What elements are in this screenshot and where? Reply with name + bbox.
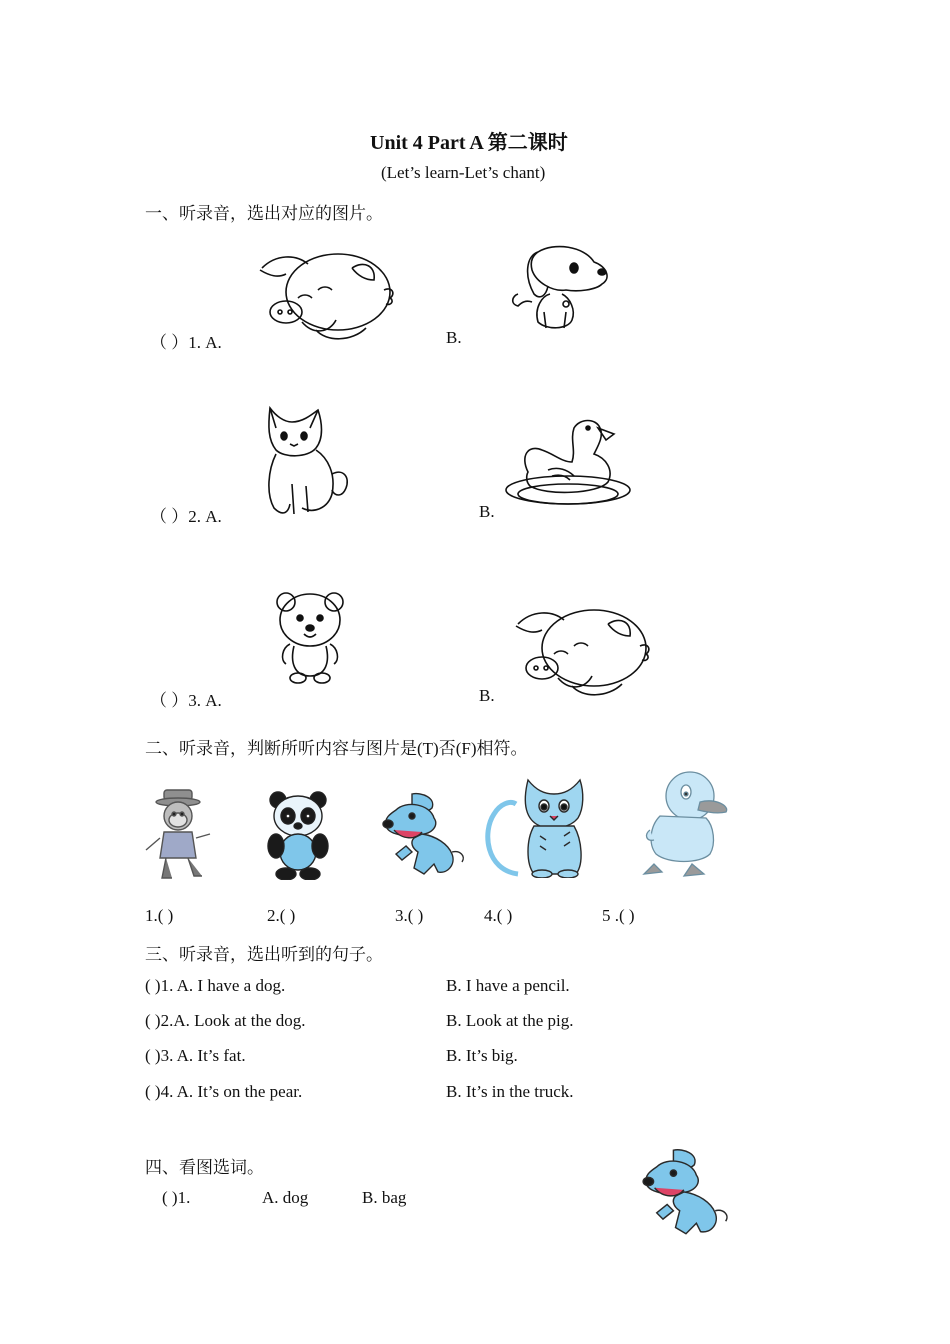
s3-item4-b: B. It’s in the truck. xyxy=(446,1082,574,1101)
section3-heading: 三、听录音，选出听到的句子。 xyxy=(145,945,383,964)
s2-blank-1[interactable]: 1.( ) xyxy=(145,906,174,925)
panda-icon xyxy=(266,790,330,880)
pig-icon xyxy=(512,602,654,700)
s1-item2-b-label: B. xyxy=(479,502,495,521)
s3-item1-a: ( )1. A. I have a dog. xyxy=(145,976,286,995)
s2-blank-2[interactable]: 2.( ) xyxy=(267,906,296,925)
section4-heading: 四、看图选词。 xyxy=(145,1158,264,1177)
s3-item2-b: B. Look at the pig. xyxy=(446,1011,574,1030)
s4-item1-option-b: B. bag xyxy=(362,1188,407,1207)
s3-item3-a: ( )3. A. It’s fat. xyxy=(145,1046,246,1065)
duck-icon xyxy=(502,414,636,512)
monkey-icon xyxy=(142,788,214,880)
s3-item3-b: B. It’s big. xyxy=(446,1046,518,1065)
dog-icon xyxy=(508,242,610,334)
s2-blank-3[interactable]: 3.( ) xyxy=(395,906,424,925)
s1-item1-b-label: B. xyxy=(446,328,462,347)
s1-item3-b-label: B. xyxy=(479,686,495,705)
dog-icon xyxy=(382,790,468,880)
cat-icon xyxy=(482,774,602,878)
page-title: Unit 4 Part A 第二课时 xyxy=(370,132,568,154)
cat-icon xyxy=(262,404,350,518)
section2-heading: 二、听录音，判断所听内容与图片是(T)否(F)相符。 xyxy=(145,739,528,758)
s1-item2-label: （ ）2. A. xyxy=(150,507,222,526)
pig-icon xyxy=(256,246,398,344)
page-subtitle: (Let’s learn-Let’s chant) xyxy=(381,163,546,182)
s2-blank-4[interactable]: 4.( ) xyxy=(484,906,513,925)
section1-heading: 一、听录音，选出对应的图片。 xyxy=(145,204,383,223)
s4-item1-option-a: A. dog xyxy=(262,1188,309,1207)
s2-blank-5[interactable]: 5 .( ) xyxy=(602,906,635,925)
dog-icon xyxy=(642,1146,732,1240)
s1-item1-label: （ ）1. A. xyxy=(150,333,222,352)
s3-item2-a: ( )2.A. Look at the dog. xyxy=(145,1011,306,1030)
s3-item1-b: B. I have a pencil. xyxy=(446,976,570,995)
s1-item3-label: （ ）3. A. xyxy=(150,691,222,710)
bear-icon xyxy=(272,588,350,684)
s3-item4-a: ( )4. A. It’s on the pear. xyxy=(145,1082,303,1101)
s4-item1-blank: ( )1. xyxy=(162,1188,191,1207)
duck-icon xyxy=(640,770,734,880)
